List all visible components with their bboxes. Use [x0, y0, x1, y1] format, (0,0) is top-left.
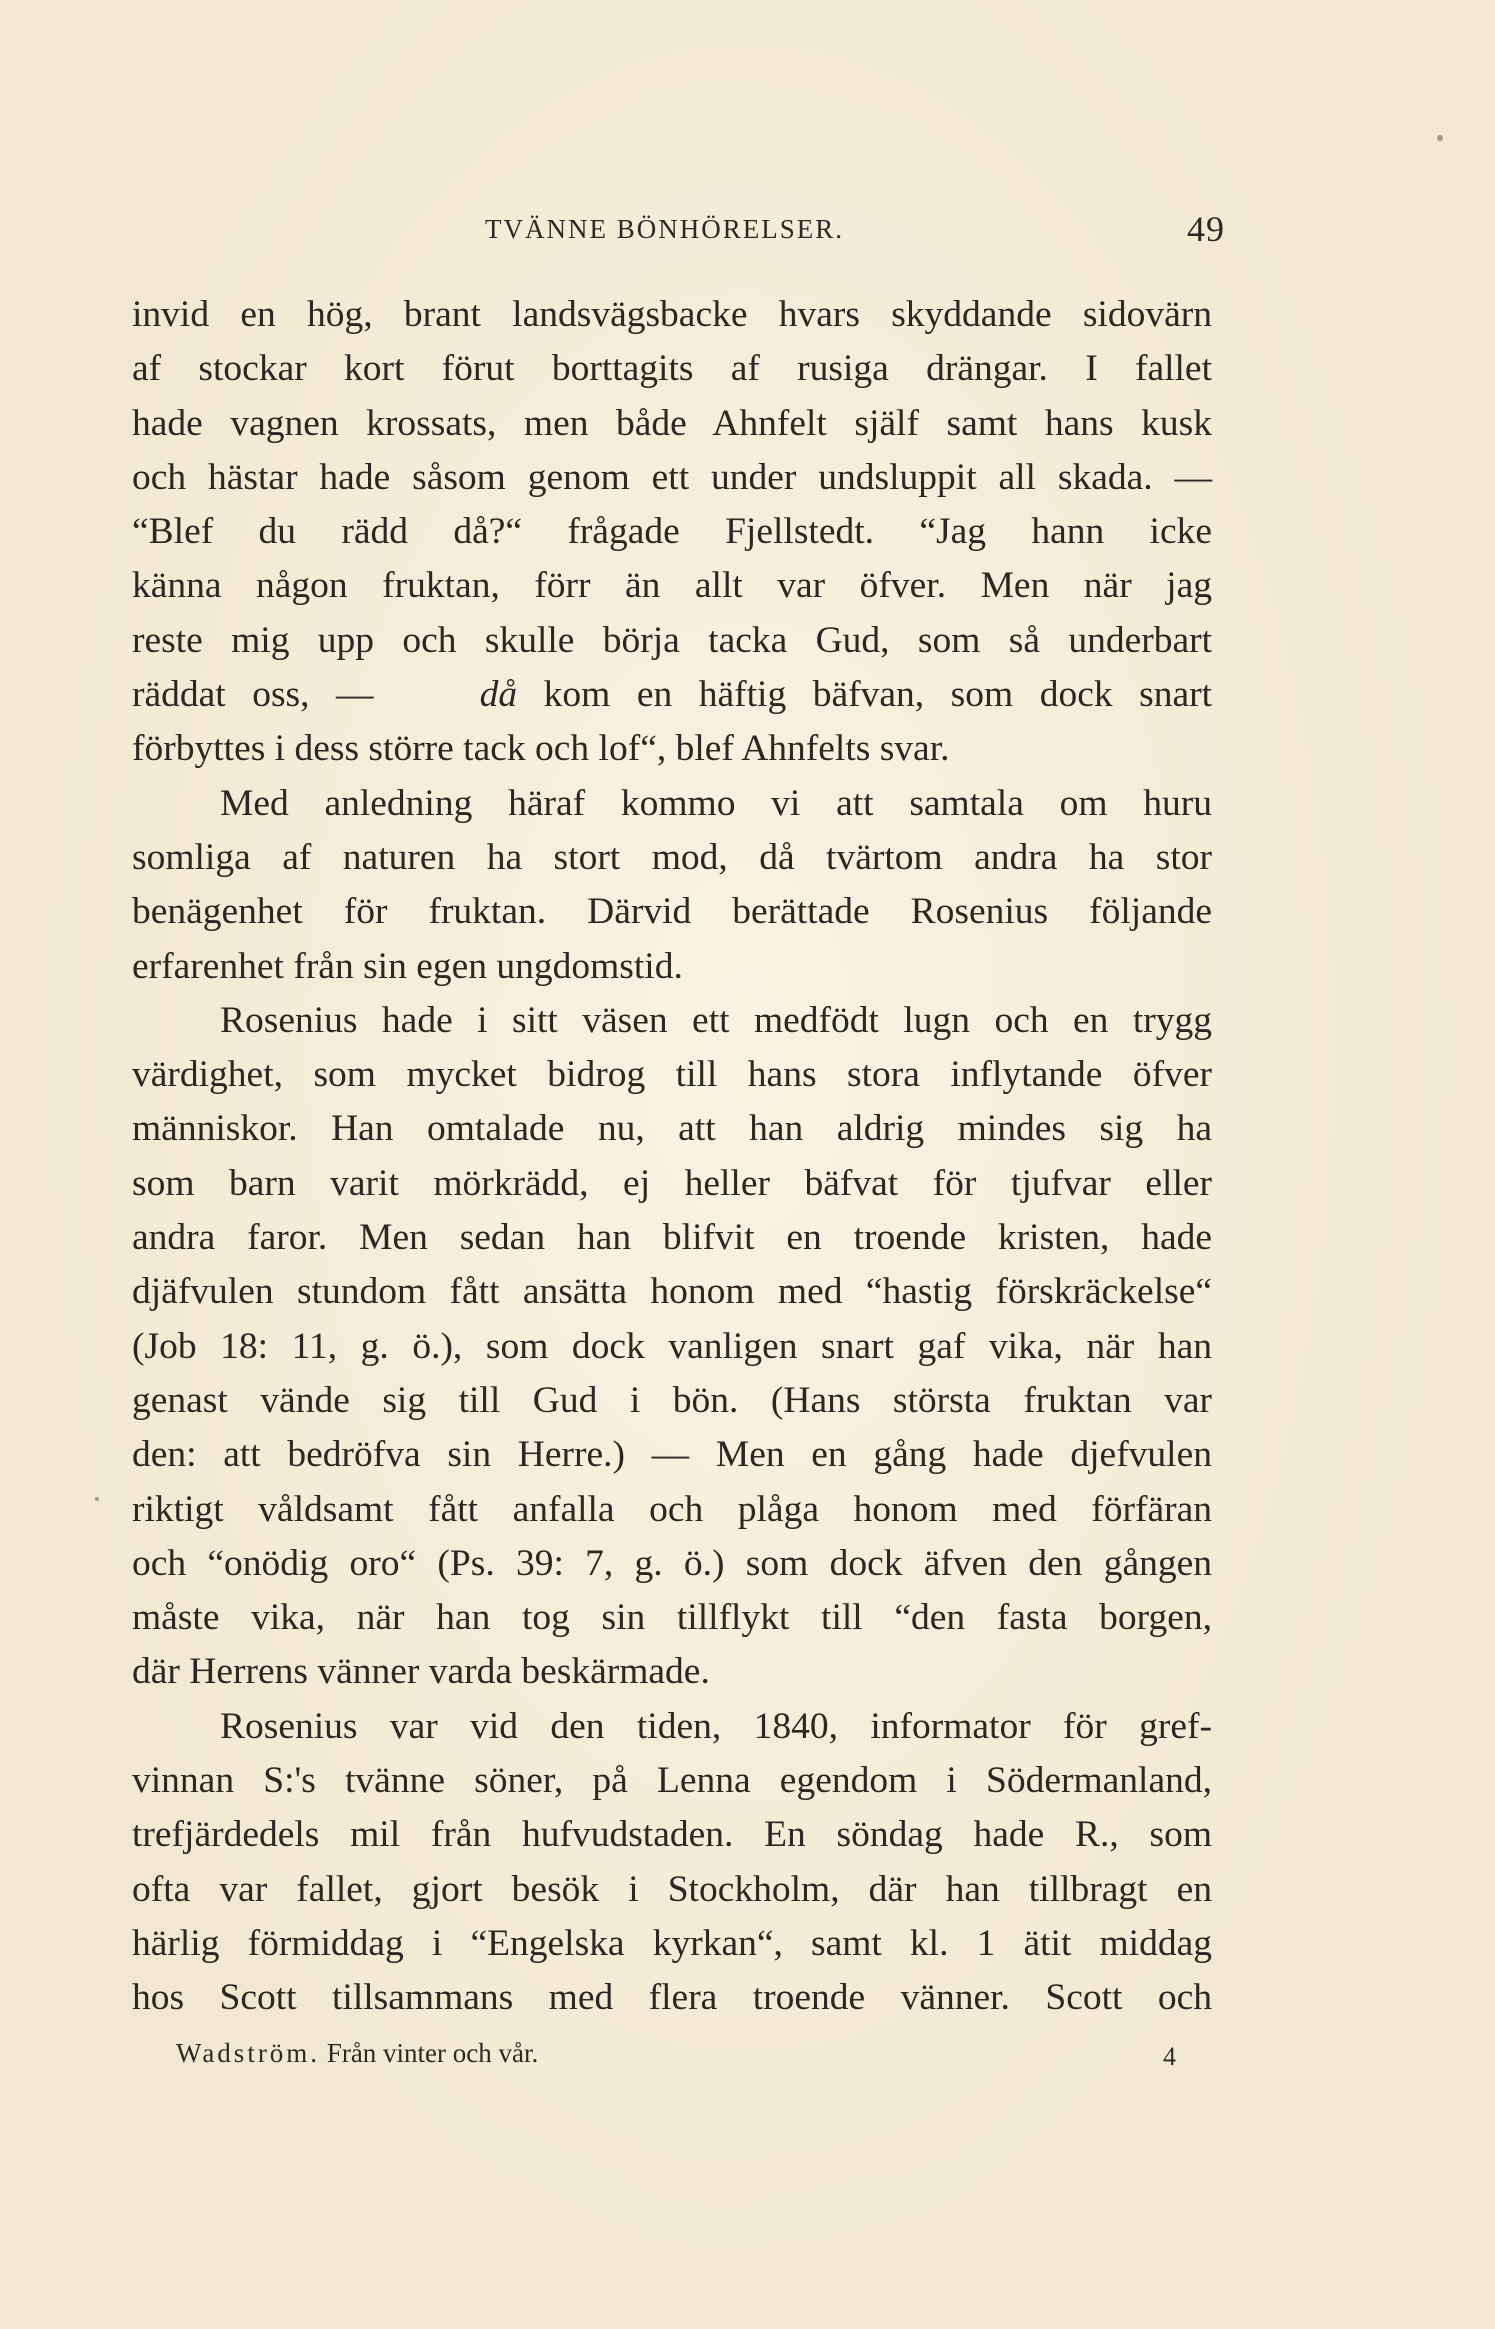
text-line: “Blef du rädd då?“ frågade Fjellstedt. “Jag hann icke: [132, 511, 1212, 553]
footer-signature: [176, 2038, 538, 2069]
running-title: TVÄNNE BÖNHÖRELSER.: [485, 214, 844, 244]
text-line: hade vagnen krossats, men både Ahnfelt själf samt hans kusk: [132, 402, 1212, 444]
text-line: benägenhet för fruktan. Därvid berättade Rosenius följande: [132, 891, 1212, 933]
page-footer: [176, 2038, 1176, 2078]
body-text: [132, 288, 1212, 2026]
footer-author: Wadström.: [176, 2038, 321, 2068]
text-line: hos Scott tillsammans med flera troende vänner. Scott och: [132, 1977, 1212, 2019]
text-line: djäfvulen stundom fått ansätta honom med “hastig förskräckelse“: [132, 1271, 1212, 1313]
footer-book-title: Från vinter och vår.: [326, 2038, 539, 2068]
text-line: känna någon fruktan, förr än allt var öfver. Men när jag: [132, 565, 1212, 607]
text-line: måste vika, när han tog sin tillflykt till “den fasta borgen,: [132, 1597, 1212, 1639]
text-line: förbyttes i dess större tack och lof“, blef Ahnfelts svar.: [132, 728, 950, 770]
text-line: genast vände sig till Gud i bön. (Hans största fruktan var: [132, 1379, 1212, 1421]
text-line: reste mig upp och skulle börja tacka Gud, som så underbart: [132, 619, 1212, 661]
text-line: människor. Han omtalade nu, att han aldrig mindes sig ha: [132, 1108, 1212, 1150]
paragraph-start-line: Rosenius var vid den tiden, 1840, informator för gref-: [220, 1705, 1212, 1747]
text-line: vinnan S:'s tvänne söner, på Lenna egendom i Södermanland,: [132, 1760, 1212, 1802]
text-line: härlig förmiddag i “Engelska kyrkan“, samt kl. 1 ätit middag: [132, 1922, 1212, 1964]
text-line: där Herrens vänner varda beskärmade.: [132, 1651, 710, 1693]
text-line: invid en hög, brant landsvägsbacke hvars skyddande sidovärn: [132, 294, 1212, 335]
text-line: som barn varit mörkrädd, ej heller bäfvat för tjufvar eller: [132, 1162, 1212, 1204]
line-start: räddat oss, —: [132, 674, 374, 716]
paragraph-start-line: Rosenius hade i sitt väsen ett medfödt lugn och en trygg: [220, 999, 1212, 1041]
text-line: somliga af naturen ha stort mod, då tvärtom andra ha stor: [132, 836, 1212, 878]
text-line: ofta var fallet, gjort besök i Stockholm, där han tillbragt en: [132, 1868, 1212, 1910]
text-line: riktigt våldsamt fått anfalla och plåga honom med förfäran: [132, 1488, 1212, 1530]
text-line: värdighet, som mycket bidrog till hans stora inflytande öfver: [132, 1054, 1212, 1096]
paper-speck: [1437, 135, 1443, 141]
text-line: erfarenhet från sin egen ungdomstid.: [132, 945, 683, 987]
text-line: andra faror. Men sedan han blifvit en troende kristen, hade: [132, 1217, 1212, 1259]
text-line: och hästar hade såsom genom ett under undsluppit all skada. —: [132, 456, 1212, 498]
emphasized-word: då: [479, 674, 518, 716]
sheet-number: 4: [1163, 2042, 1176, 2071]
text-line: (Job 18: 11, g. ö.), som dock vanligen snart gaf vika, när han: [132, 1325, 1212, 1367]
paragraph-start-line: Med anledning häraf kommo vi att samtala om huru: [220, 782, 1212, 824]
text-line: trefjärdedels mil från hufvudstaden. En söndag hade R., som: [132, 1814, 1212, 1856]
paper-speck: [95, 1497, 99, 1501]
text-line: den: att bedröfva sin Herre.) — Men en gång hade djefvulen: [132, 1434, 1212, 1476]
text-line: och “onödig oro“ (Ps. 39: 7, g. ö.) som dock äfven den gången: [132, 1542, 1212, 1584]
text-line-with-emphasis: [132, 668, 1212, 722]
line-end: kom en häftig bäfvan, som dock snart: [543, 674, 1212, 716]
page-header: [485, 209, 1225, 254]
text-line: af stockar kort förut borttagits af rusiga drängar. I fallet: [132, 348, 1212, 390]
page-number: 49: [1187, 209, 1225, 249]
